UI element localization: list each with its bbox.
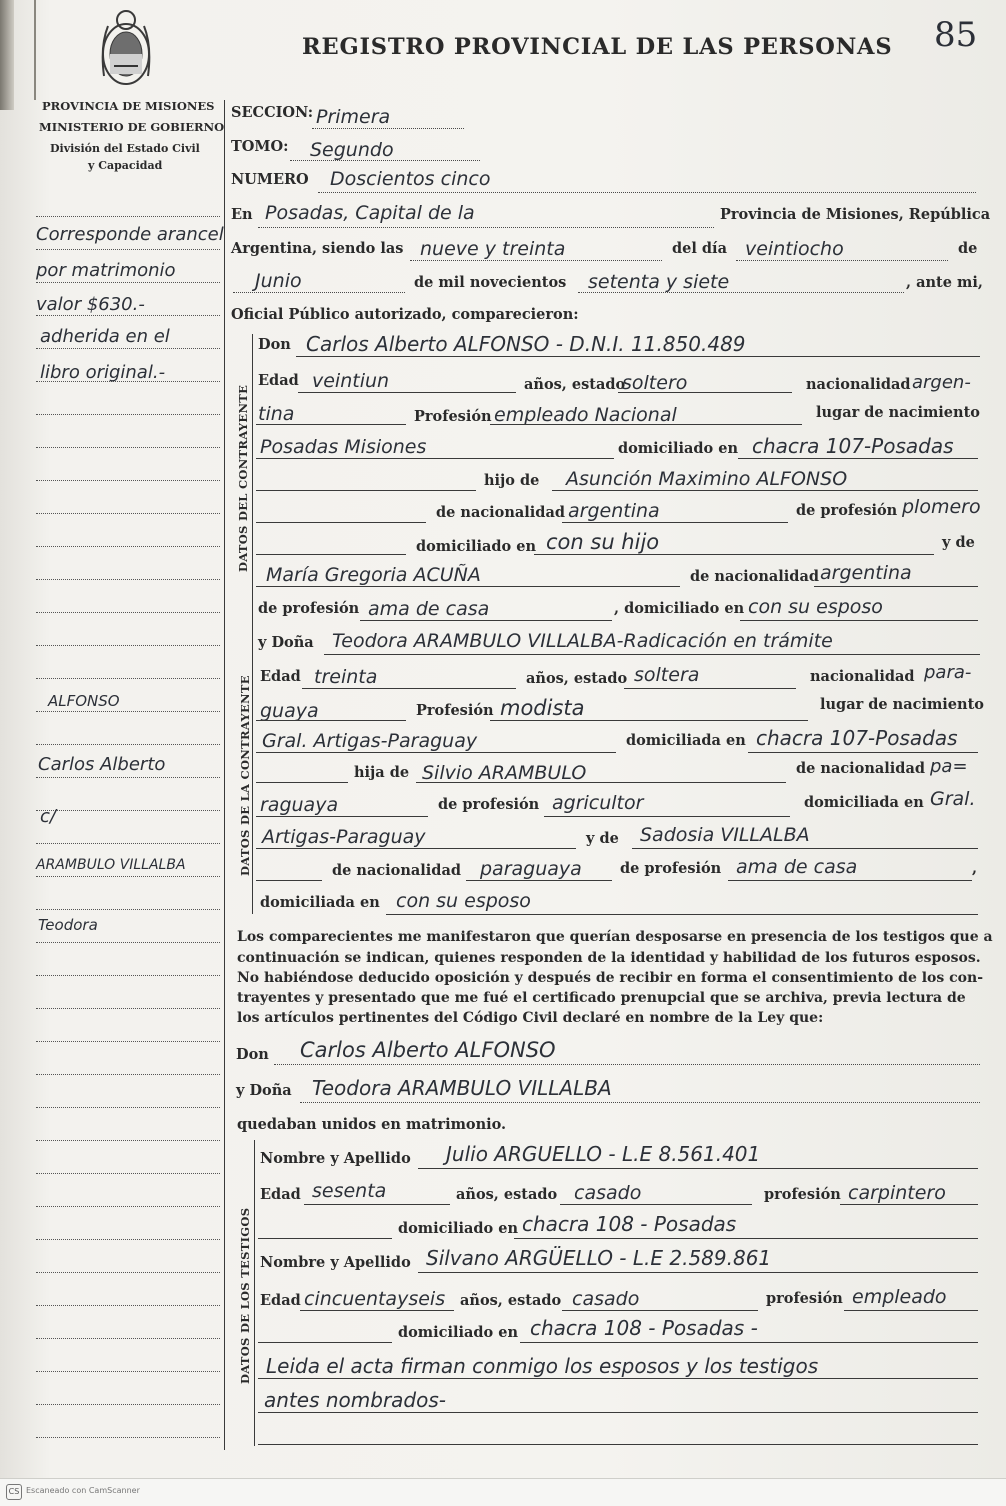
closing-line-2-rule bbox=[258, 1412, 978, 1413]
w1-name: Julio ARGUELLO - L.E 8.561.401 bbox=[446, 1142, 761, 1166]
quedaban-label: quedaban unidos en matrimonio. bbox=[237, 1116, 507, 1133]
groom-dom: chacra 107-Posadas bbox=[752, 434, 954, 458]
seccion-line bbox=[312, 128, 464, 129]
body-line-3: No habiéndose deducido oposición y después de recibir en forma el consentimiento de los con- bbox=[237, 970, 983, 986]
bride-dom: chacra 107-Posadas bbox=[756, 726, 958, 750]
groom-hijo-label: hijo de bbox=[484, 472, 540, 489]
bride-prof: modista bbox=[500, 696, 585, 720]
groom-state: soltero bbox=[622, 372, 688, 394]
dia-line bbox=[736, 260, 948, 261]
bride-mother-prof: ama de casa bbox=[736, 856, 858, 878]
groom-father: Asunción Maximino ALFONSO bbox=[566, 468, 848, 490]
margin-rule bbox=[36, 1140, 220, 1141]
bride-mother-dom: con su esposo bbox=[396, 890, 531, 912]
bride-state-line bbox=[624, 688, 796, 689]
bride-father-nat-2-line bbox=[256, 816, 428, 817]
w2-name-label: Nombre y Apellido bbox=[260, 1254, 411, 1271]
hora-line bbox=[410, 260, 662, 261]
w2-dom-label: domiciliado en bbox=[398, 1324, 519, 1341]
groom-father-dom-pre-line bbox=[256, 554, 406, 555]
groom-mother-prof: ama de casa bbox=[368, 598, 490, 620]
groom-prof-line bbox=[490, 424, 802, 425]
bride-father-line bbox=[416, 782, 786, 783]
w2-age-line bbox=[300, 1310, 454, 1311]
bride-age-line bbox=[302, 688, 516, 689]
coat-of-arms-emblem bbox=[98, 6, 154, 92]
margin-name-3: c/ bbox=[40, 806, 56, 827]
bride-father-dom-1: Gral. bbox=[930, 788, 976, 810]
w1-dom-line bbox=[514, 1238, 978, 1239]
margin-rule bbox=[36, 942, 220, 943]
groom-father-dom-line bbox=[534, 554, 934, 555]
margin-rule bbox=[36, 546, 220, 547]
bride-mother-dom-label: domiciliada en bbox=[260, 894, 380, 911]
margin-rule bbox=[36, 645, 220, 646]
bride-birth-line bbox=[256, 752, 616, 753]
bride-name: Teodora ARAMBULO VILLALBA-Radicación en trámite bbox=[332, 630, 833, 652]
w1-dom-pre-line bbox=[258, 1238, 392, 1239]
closing-line-1-rule bbox=[258, 1378, 978, 1379]
bride-dom-line bbox=[748, 752, 978, 753]
groom-father-dom: con su hijo bbox=[546, 530, 660, 554]
numero-value: Doscientos cinco bbox=[330, 168, 491, 190]
groom-mother-nat-label: de nacionalidad bbox=[690, 568, 819, 585]
margin-name-5: Teodora bbox=[38, 916, 98, 934]
closing-line-3-rule bbox=[258, 1444, 978, 1445]
bride-nat-2: guaya bbox=[260, 700, 319, 722]
w1-edad-label: Edad bbox=[260, 1186, 301, 1203]
tomo-value: Segundo bbox=[310, 139, 394, 161]
groom-prof: empleado Nacional bbox=[494, 404, 677, 426]
page-title: REGISTRO PROVINCIAL DE LAS PERSONAS bbox=[302, 34, 893, 60]
de-label: de bbox=[958, 240, 978, 257]
groom-name: Carlos Alberto ALFONSO - D.N.I. 11.850.489 bbox=[306, 332, 746, 356]
bride-mother-dom-line bbox=[386, 914, 978, 915]
margin-rule bbox=[36, 1008, 220, 1009]
w1-state-line bbox=[560, 1204, 752, 1205]
groom-mother-nat-line bbox=[814, 586, 978, 587]
mes-value: Junio bbox=[255, 270, 302, 292]
bride-father-prof-line bbox=[544, 816, 790, 817]
bride-mother-nat-label: de nacionalidad bbox=[332, 862, 461, 879]
en-value: Posadas, Capital de la bbox=[265, 202, 475, 224]
provincia-label: Provincia de Misiones, República bbox=[720, 206, 991, 223]
margin-rule bbox=[36, 1206, 220, 1207]
bride-mother-nat-pre-line bbox=[256, 880, 322, 881]
numero-line bbox=[318, 192, 976, 193]
margin-rule bbox=[36, 282, 220, 283]
contrayente-bracket bbox=[252, 334, 253, 914]
margin-rule bbox=[36, 1107, 220, 1108]
groom-father-nat-pre-line bbox=[256, 522, 426, 523]
bride-father-nat-label: de nacionalidad bbox=[796, 760, 925, 777]
bride-anios-label: años, estado bbox=[526, 670, 628, 687]
groom-mother-nat: argentina bbox=[820, 562, 912, 584]
margin-name-1: ALFONSO bbox=[48, 692, 120, 710]
bride-mother-nat: paraguaya bbox=[480, 858, 582, 880]
w2-name: Silvano ARGÜELLO - L.E 2.589.861 bbox=[426, 1246, 772, 1270]
groom-nat-2-line bbox=[256, 424, 406, 425]
margin-note-line-3: valor $630.- bbox=[36, 294, 145, 315]
groom-mother-dom-label: , domiciliado en bbox=[614, 600, 745, 617]
body-line-4: trayentes y presentado que me fué el certificado prenupcial que se archiva, previa lectura de bbox=[237, 990, 966, 1006]
ministry-label: MINISTERIO DE GOBIERNO bbox=[39, 120, 225, 134]
w1-name-label: Nombre y Apellido bbox=[260, 1150, 411, 1167]
bride-y-de-label: y de bbox=[586, 830, 619, 847]
groom-y-de-label: y de bbox=[942, 534, 975, 551]
scanner-logo: CS bbox=[6, 1484, 22, 1500]
bride-nat-2-line bbox=[256, 720, 406, 721]
seccion-value: Primera bbox=[316, 106, 391, 128]
groom-mother-dom-line bbox=[740, 620, 978, 621]
oficial-label: Oficial Público autorizado, comparecieron: bbox=[231, 306, 579, 323]
margin-rule bbox=[36, 513, 220, 514]
margin-rule bbox=[36, 414, 220, 415]
bride-mother: Sadosia VILLALBA bbox=[640, 824, 810, 846]
margin-rule bbox=[36, 810, 220, 811]
bride-mother-nat-line bbox=[466, 880, 612, 881]
margin-rule bbox=[36, 1338, 220, 1339]
w1-dom-label: domiciliado en bbox=[398, 1220, 519, 1237]
w2-state-line bbox=[562, 1310, 758, 1311]
seccion-label: SECCION: bbox=[231, 104, 314, 121]
anio-line bbox=[578, 292, 904, 293]
bride-hija-label: hija de bbox=[354, 764, 410, 781]
groom-anios-label: años, estado bbox=[524, 376, 626, 393]
scanner-footer: Escaneado con CamScanner bbox=[26, 1486, 140, 1495]
groom-hijo-pre-line bbox=[256, 490, 476, 491]
bride-father-dom-2-line bbox=[256, 848, 576, 849]
w2-state: casado bbox=[572, 1288, 640, 1310]
bride-father-dom-label: domiciliada en bbox=[804, 794, 924, 811]
ante-mi-label: , ante mi, bbox=[906, 274, 983, 291]
closing-line-1: Leida el acta firman conmigo los esposos y los testigos bbox=[266, 1354, 819, 1378]
w1-age: sesenta bbox=[312, 1180, 387, 1202]
w1-state: casado bbox=[574, 1182, 642, 1204]
margin-rule bbox=[36, 348, 220, 349]
groom-age-line bbox=[298, 392, 516, 393]
groom-father-line bbox=[552, 490, 978, 491]
margin-rule bbox=[36, 909, 220, 910]
w2-dom: chacra 108 - Posadas - bbox=[530, 1316, 758, 1340]
margin-rule bbox=[36, 1404, 220, 1405]
groom-father-nat-label: de nacionalidad bbox=[436, 504, 565, 521]
margin-rule bbox=[36, 612, 220, 613]
w1-prof-label: profesión bbox=[764, 1186, 841, 1203]
margin-rule bbox=[36, 1239, 220, 1240]
groom-age: veintiun bbox=[312, 370, 390, 392]
decl-don-value: Carlos Alberto ALFONSO bbox=[300, 1038, 556, 1062]
bride-prof-label: Profesión bbox=[416, 702, 494, 719]
bride-father-dom-2: Artigas-Paraguay bbox=[262, 826, 426, 848]
groom-nac-label: nacionalidad bbox=[806, 376, 911, 393]
bride-mother-comma: , bbox=[972, 860, 978, 877]
y-dona-label: y Doña bbox=[258, 634, 314, 651]
margin-rule bbox=[36, 678, 220, 679]
decl-don-line bbox=[274, 1064, 980, 1065]
groom-nat-2: tina bbox=[258, 403, 295, 425]
w2-name-line bbox=[418, 1272, 978, 1273]
groom-mother-prof-label: de profesión bbox=[258, 600, 360, 617]
w2-prof-label: profesión bbox=[766, 1290, 843, 1307]
side-label-contrayenta: DATOS DE LA CONTRAYENTE bbox=[238, 675, 252, 876]
margin-rule bbox=[36, 1074, 220, 1075]
w2-dom-line bbox=[520, 1342, 978, 1343]
bride-birth: Gral. Artigas-Paraguay bbox=[262, 730, 478, 752]
bride-hija-pre-line bbox=[256, 782, 348, 783]
margin-rule bbox=[36, 1371, 220, 1372]
closing-line-2: antes nombrados- bbox=[264, 1388, 446, 1412]
margin-rule bbox=[36, 744, 220, 745]
bride-nac-label: nacionalidad bbox=[810, 668, 915, 685]
page-number: 85 bbox=[934, 15, 978, 55]
bride-father-prof-label: de profesión bbox=[438, 796, 540, 813]
dia-value: veintiocho bbox=[745, 238, 844, 260]
bride-lugar-label: lugar de nacimiento bbox=[820, 696, 984, 713]
division-label-2: y Capacidad bbox=[88, 159, 163, 172]
w2-dom-pre-line bbox=[258, 1342, 392, 1343]
decl-dona-line bbox=[300, 1102, 980, 1103]
groom-mother-line bbox=[256, 586, 680, 587]
margin-rule bbox=[36, 1173, 220, 1174]
decl-don-label: Don bbox=[236, 1046, 269, 1063]
groom-mother: María Gregoria ACUÑA bbox=[266, 564, 481, 586]
en-line bbox=[258, 227, 714, 228]
decl-dona-value: Teodora ARAMBULO VILLALBA bbox=[312, 1076, 612, 1100]
margin-rule bbox=[36, 447, 220, 448]
groom-mother-dom: con su esposo bbox=[748, 596, 883, 618]
w2-anios-label: años, estado bbox=[460, 1292, 562, 1309]
groom-mother-prof-line bbox=[360, 620, 612, 621]
w2-prof-line bbox=[844, 1310, 978, 1311]
body-line-5: los artículos pertinentes del Código Civil declaré en nombre de la Ley que: bbox=[237, 1010, 824, 1026]
de-mil-label: de mil novecientos bbox=[414, 274, 567, 291]
margin-rule bbox=[36, 1041, 220, 1042]
margin-name-2: Carlos Alberto bbox=[38, 754, 166, 775]
body-line-1: Los comparecientes me manifestaron que querían desposarse en presencia de los testigos que a bbox=[237, 929, 993, 945]
bride-prof-line bbox=[490, 720, 808, 721]
side-label-contrayente: DATOS DEL CONTRAYENTE bbox=[236, 384, 250, 572]
bride-mother-line bbox=[632, 848, 978, 849]
margin-rule bbox=[36, 711, 220, 712]
w1-age-line bbox=[304, 1204, 450, 1205]
testigos-bracket bbox=[254, 1140, 255, 1446]
margin-rule bbox=[36, 1305, 220, 1306]
margin-note-line-5: libro original.- bbox=[40, 362, 166, 383]
bride-father-nat-2: raguaya bbox=[260, 794, 339, 816]
groom-birth: Posadas Misiones bbox=[260, 436, 427, 458]
groom-father-dom-label: domiciliado en bbox=[416, 538, 537, 555]
groom-father-nat-line bbox=[562, 522, 788, 523]
margin-rule bbox=[36, 249, 220, 250]
w1-anios-label: años, estado bbox=[456, 1186, 558, 1203]
tomo-line bbox=[290, 160, 480, 161]
margin-note-line-1: Corresponde arancel bbox=[36, 224, 224, 245]
groom-nat-1: argen- bbox=[912, 372, 971, 393]
decl-dona-label: y Doña bbox=[236, 1082, 292, 1099]
groom-dom-label: domiciliado en bbox=[618, 440, 739, 457]
body-line-2: continuación se indican, quienes responden de la identidad y habilidad de los futuros esposos. bbox=[237, 950, 981, 966]
side-label-testigos: DATOS DE LOS TESTIGOS bbox=[238, 1207, 252, 1384]
column-separator bbox=[224, 100, 225, 1450]
margin-rule bbox=[36, 1437, 220, 1438]
groom-name-line bbox=[296, 356, 980, 357]
bride-age: treinta bbox=[314, 666, 378, 688]
don-label: Don bbox=[258, 336, 291, 353]
en-label: En bbox=[231, 206, 253, 223]
w2-age: cincuentayseis bbox=[304, 1288, 446, 1310]
margin-rule bbox=[36, 315, 220, 316]
groom-prof-label: Profesión bbox=[414, 408, 492, 425]
margin-rule bbox=[36, 876, 220, 877]
province-label: PROVINCIA DE MISIONES bbox=[42, 99, 215, 113]
bride-edad-label: Edad bbox=[260, 668, 301, 685]
w1-dom: chacra 108 - Posadas bbox=[522, 1212, 737, 1236]
groom-father-prof-label: de profesión bbox=[796, 502, 898, 519]
w1-prof: carpintero bbox=[848, 1182, 946, 1204]
groom-father-prof: plomero bbox=[902, 496, 981, 518]
division-label-1: División del Estado Civil bbox=[50, 142, 200, 155]
margin-name-4: ARAMBULO VILLALBA bbox=[36, 857, 186, 873]
bride-dom-label: domiciliada en bbox=[626, 732, 746, 749]
groom-lugar-label: lugar de nacimiento bbox=[816, 404, 980, 421]
bride-mother-prof-label: de profesión bbox=[620, 860, 722, 877]
margin-rule bbox=[36, 216, 220, 217]
groom-father-nat: argentina bbox=[568, 500, 660, 522]
margin-note-line-4: adherida en el bbox=[40, 326, 170, 347]
bride-father-prof: agricultor bbox=[552, 792, 644, 814]
bride-father: Silvio ARAMBULO bbox=[422, 762, 587, 784]
bride-name-line bbox=[324, 654, 980, 655]
page-bottom-edge bbox=[0, 1478, 1006, 1506]
groom-edad-label: Edad bbox=[258, 372, 299, 389]
bride-state: soltera bbox=[634, 664, 700, 686]
margin-rule bbox=[36, 480, 220, 481]
argentina-label: Argentina, siendo las bbox=[231, 240, 404, 257]
mes-line bbox=[233, 292, 405, 293]
hora-value: nueve y treinta bbox=[420, 238, 566, 260]
groom-dom-line bbox=[738, 458, 978, 459]
groom-state-line bbox=[618, 392, 792, 393]
w2-prof: empleado bbox=[852, 1286, 947, 1308]
groom-birth-line bbox=[256, 458, 614, 459]
binding-strip bbox=[0, 0, 36, 100]
bride-father-nat-1: pa= bbox=[930, 756, 968, 777]
margin-rule bbox=[36, 843, 220, 844]
anio-value: setenta y siete bbox=[588, 271, 730, 293]
del-dia-label: del día bbox=[672, 240, 727, 257]
margin-rule bbox=[36, 1272, 220, 1273]
bride-mother-prof-line bbox=[728, 880, 972, 881]
margin-rule bbox=[36, 975, 220, 976]
w1-name-line bbox=[418, 1168, 978, 1169]
margin-note-line-2: por matrimonio bbox=[36, 260, 176, 281]
bride-nat-1: para- bbox=[924, 662, 972, 683]
margin-rule bbox=[36, 579, 220, 580]
w2-edad-label: Edad bbox=[260, 1292, 301, 1309]
numero-label: NUMERO bbox=[231, 171, 309, 188]
margin-rule bbox=[36, 777, 220, 778]
w1-prof-line bbox=[840, 1204, 978, 1205]
tomo-label: TOMO: bbox=[231, 138, 289, 155]
